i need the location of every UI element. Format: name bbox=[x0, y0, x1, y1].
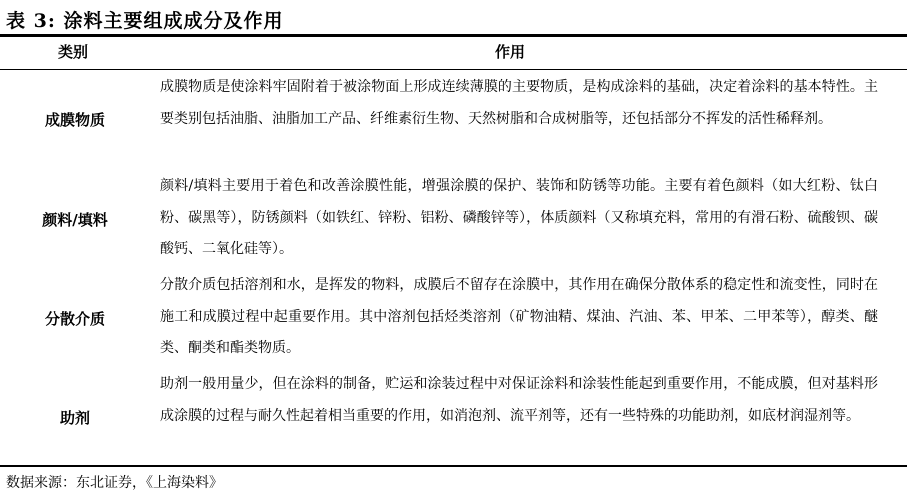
table-row bbox=[0, 171, 907, 266]
top-rule bbox=[0, 34, 907, 37]
header-category: 类别 bbox=[58, 43, 89, 61]
category-label: 分散介质 bbox=[44, 310, 105, 328]
category-label: 成膜物质 bbox=[44, 111, 105, 129]
bottom-rule bbox=[0, 465, 907, 467]
table-title: 表 3: 涂料主要组成成分及作用 bbox=[6, 10, 284, 32]
table-row bbox=[0, 369, 907, 464]
row-description: 分散介质包括溶剂和水，是挥发的物料，成膜后不留存在涂膜中，其作用在确保分散体系的稳定性和流变性，同时在施工和成膜过程中起重要作用。其中溶剂包括烃类溶剂（矿物油精、煤油、汽油、苯、甲苯、二甲苯等），醇类、醚类、酮类和酯类物质。 bbox=[160, 277, 878, 357]
header-rule bbox=[0, 69, 907, 70]
row-description: 助剂一般用量少，但在涂料的制备，贮运和涂装过程中对保证涂料和涂装性能起到重要作用，不能成膜，但对基料形成涂膜的过程与耐久性起着相当重要的作用，如消泡剂、流平剂等，还有一些特殊的功能助剂，如底材润湿剂等。 bbox=[160, 376, 878, 424]
row-description: 成膜物质是使涂料牢固附着于被涂物面上形成连续薄膜的主要物质，是构成涂料的基础，决定着涂料的基本特性。主要类别包括油脂、油脂加工产品、纤维素衍生物、天然树脂和合成树脂等，还包括部分不挥发的活性稀释剂。 bbox=[160, 79, 878, 127]
category-label: 助剂 bbox=[59, 409, 90, 427]
source-note: 数据来源：东北证券，《上海染料》 bbox=[6, 475, 223, 491]
category-label: 颜料/填料 bbox=[42, 211, 108, 229]
table-row bbox=[0, 72, 907, 167]
header-function: 作用 bbox=[495, 43, 526, 61]
row-description: 颜料/填料主要用于着色和改善涂膜性能，增强涂膜的保护、装饰和防锈等功能。主要有着色颜料（如大红粉、钛白粉、碳黑等），防锈颜料（如铁红、锌粉、铝粉、磷酸锌等），体质颜料（又称填充料，常用的有滑石粉、硫酸钡、碳酸钙、二氧化硅等）。 bbox=[160, 178, 878, 258]
table-row bbox=[0, 270, 907, 365]
